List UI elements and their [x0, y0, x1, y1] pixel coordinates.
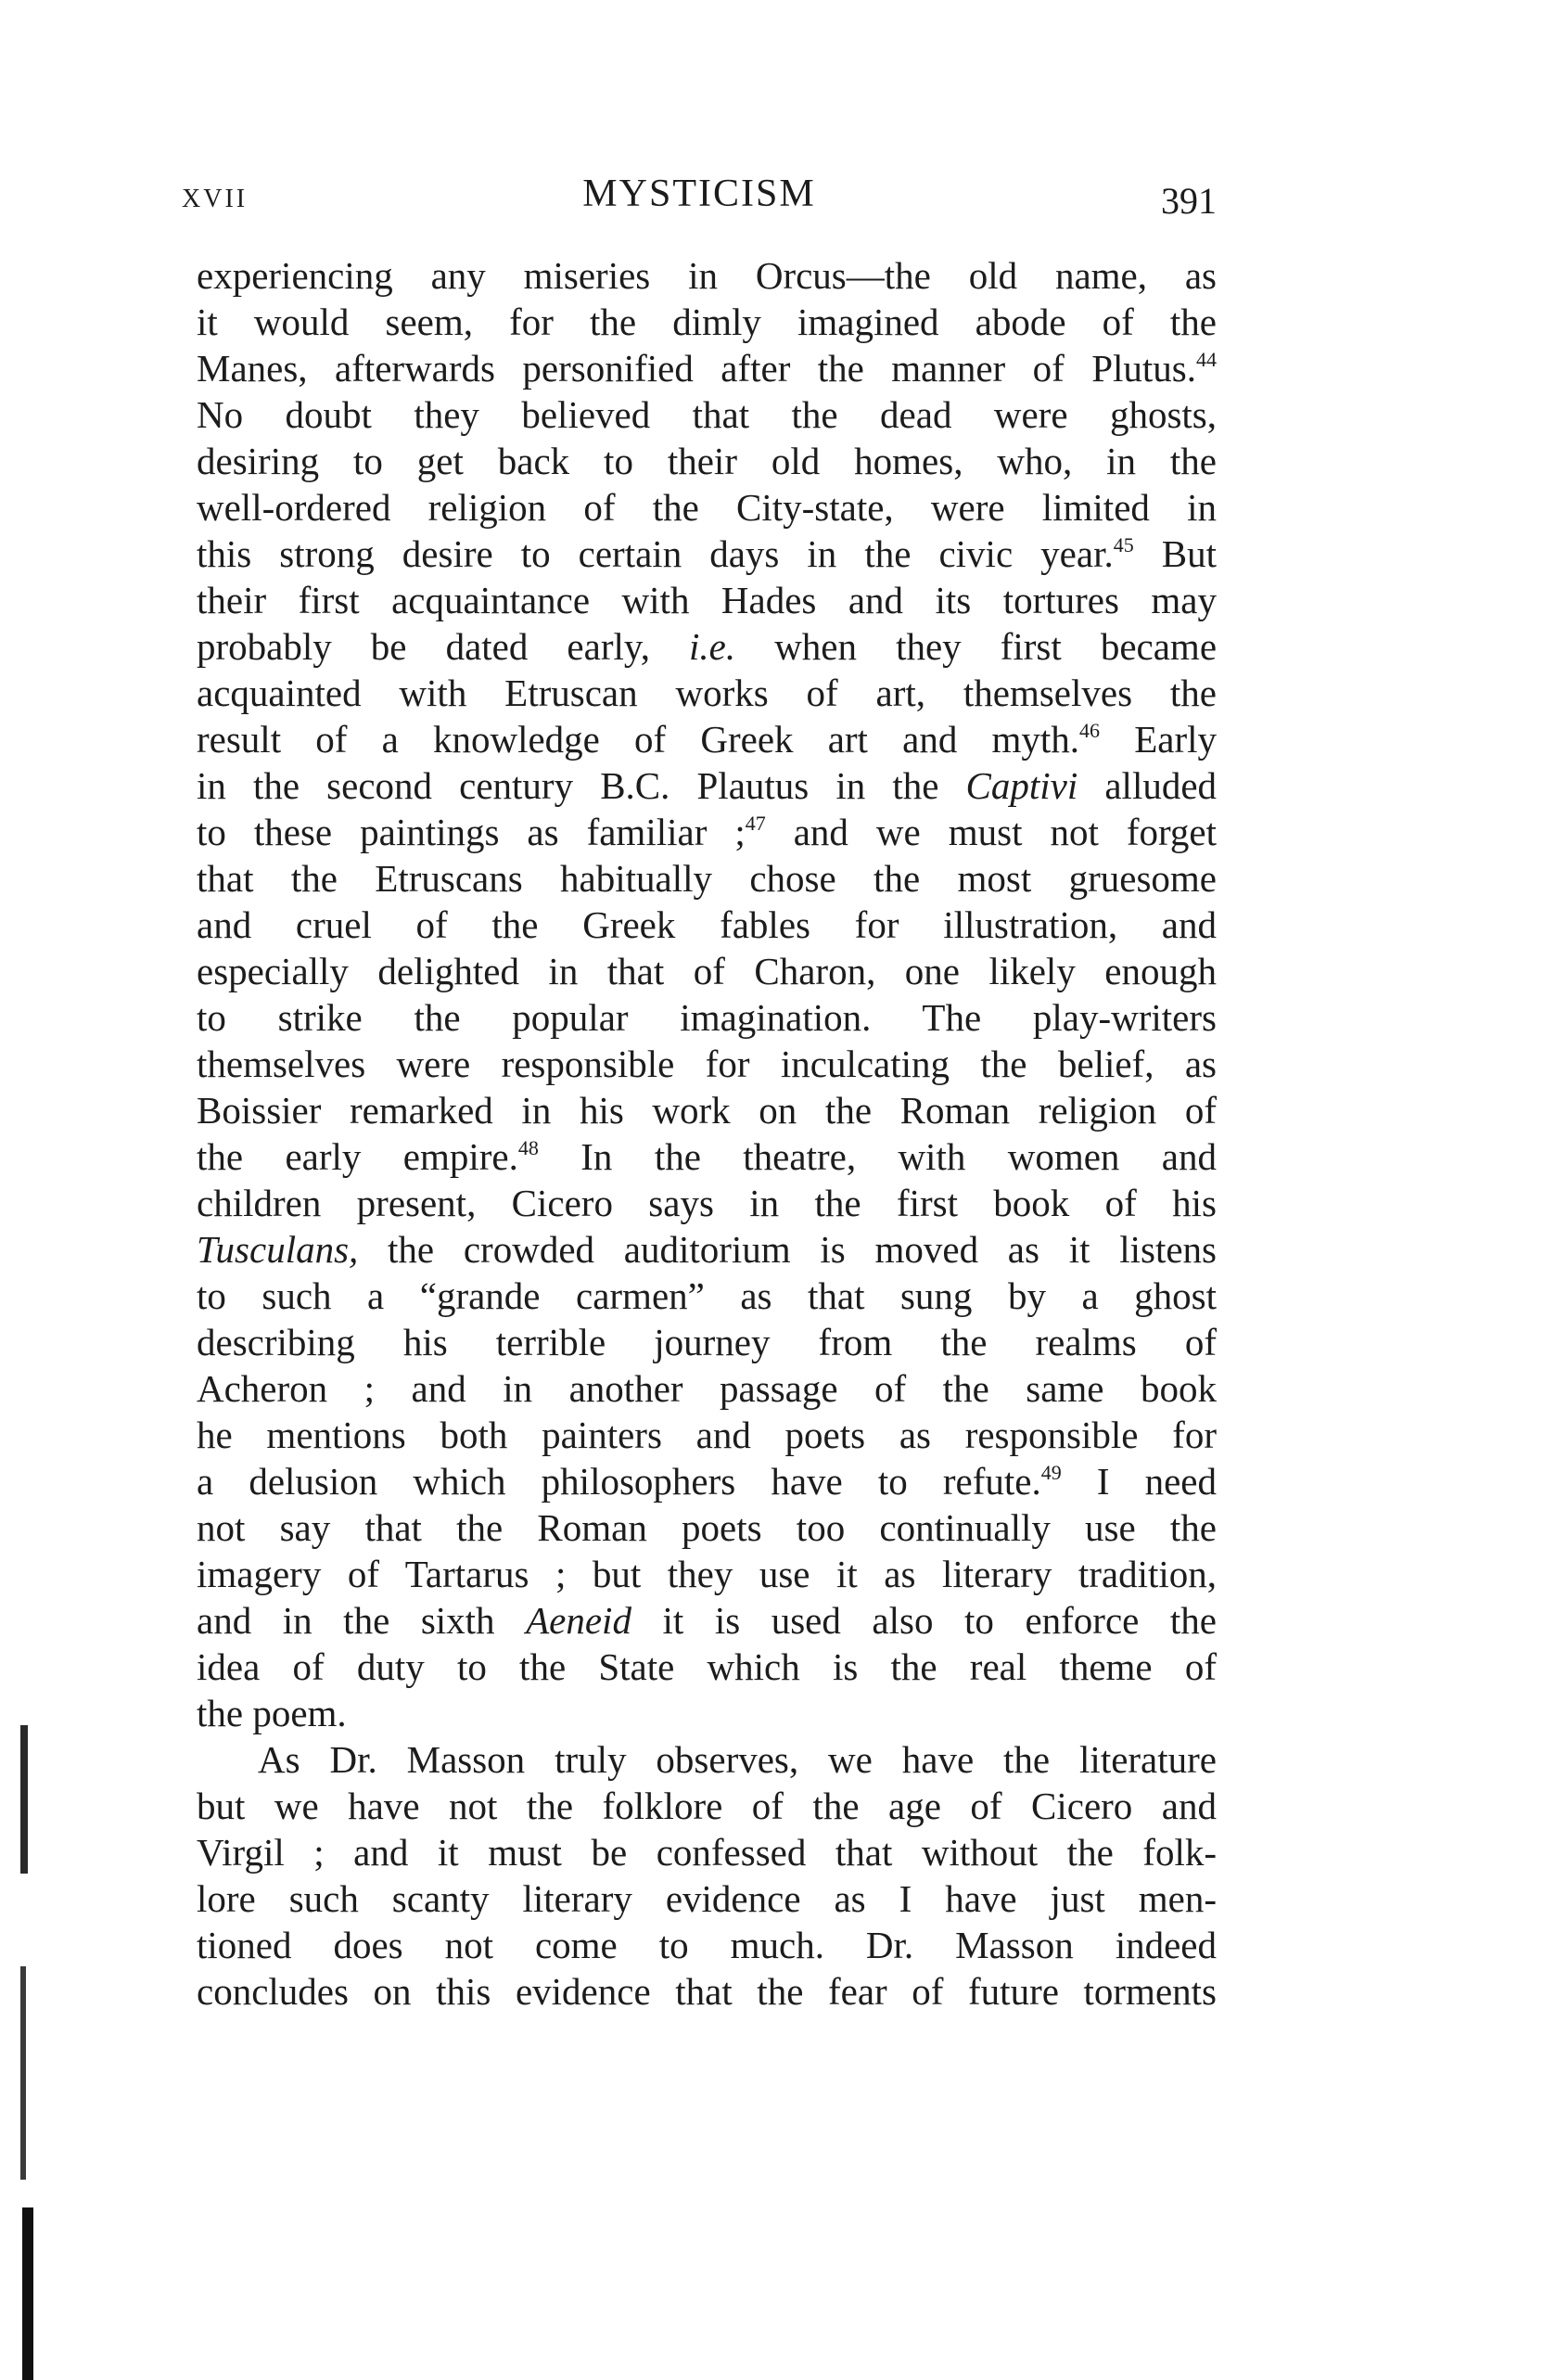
footnote-ref-48: 48	[517, 1136, 539, 1159]
text-line: and cruel of the Greek fables for illustration, and	[197, 903, 1217, 946]
text-line: No doubt they believed that the dead were ghosts,	[197, 393, 1217, 436]
text-line: concludes on this evidence that the fear of future torments	[197, 1970, 1217, 2013]
running-header	[182, 172, 1217, 227]
text-line: especially delighted in that of Charon, one likely enough	[197, 950, 1217, 992]
text-line: experiencing any miseries in Orcus—the old name, as	[197, 254, 1217, 297]
text-line: Tusculans, the crowded auditorium is moved as it listens	[197, 1228, 1217, 1271]
text-line: Virgil ; and it must be confessed that without the folk-	[197, 1831, 1217, 1874]
footnote-ref-44: 44	[1196, 348, 1217, 371]
footnote-ref-46: 46	[1079, 719, 1101, 742]
text-line: well-ordered religion of the City-state, were limited in	[197, 486, 1217, 529]
text-line: idea of duty to the State which is the real theme of	[197, 1645, 1217, 1688]
footnote-ref-47: 47	[745, 812, 766, 835]
text-line: their first acquaintance with Hades and its tortures may	[197, 579, 1217, 621]
text-line: describing his terrible journey from the realms of	[197, 1321, 1217, 1363]
chapter-number: XVII	[182, 185, 249, 213]
text-line: to strike the popular imagination. The play-writers	[197, 996, 1217, 1039]
text-line: he mentions both painters and poets as responsible for	[197, 1414, 1217, 1456]
text-line: not say that the Roman poets too continually use the	[197, 1506, 1217, 1549]
text-line: but we have not the folklore of the age of Cicero and	[197, 1785, 1217, 1827]
binding-mark	[22, 2207, 33, 2380]
text-line: the early empire.$^{48}$ In the theatre, with women and	[197, 1135, 1218, 1178]
text-line: to such a “grande carmen” as that sung by a ghost	[197, 1274, 1217, 1317]
text-line: imagery of Tartarus ; but they use it as literary tradition,	[197, 1553, 1217, 1595]
text-line: Manes, afterwards personified after the manner of Plutus.$^{44}$	[197, 347, 1217, 390]
text-line: Acheron ; and in another passage of the same book	[197, 1367, 1217, 1410]
text-line: and in the sixth Aeneid it is used also to enforce the	[197, 1599, 1217, 1642]
text-line: themselves were responsible for inculcating the belief, as	[197, 1043, 1217, 1085]
text-line: result of a knowledge of Greek art and myth.$^{46}$ Early	[197, 718, 1218, 761]
text-line: the poem.	[197, 1692, 347, 1734]
text-line: it would seem, for the dimly imagined abode of the	[197, 301, 1217, 343]
paragraph-2	[197, 1736, 1217, 2015]
text-line: to these paintings as familiar ;$^{47}$ and we must not forget	[197, 811, 1217, 853]
text-line: probably be dated early, i.e. when they first became	[197, 625, 1218, 668]
binding-mark	[20, 1725, 28, 1874]
binding-shadow	[0, 1725, 46, 2380]
footnote-ref-49: 49	[1040, 1461, 1062, 1484]
text-line: a delusion which philosophers have to refute.$^{49}$ I need	[197, 1460, 1217, 1503]
running-title: MYSTICISM	[582, 173, 816, 215]
text-line: desiring to get back to their old homes, who, in the	[197, 440, 1217, 482]
text-line: this strong desire to certain days in the civic year.$^{45}$ But	[197, 532, 1218, 575]
body-text	[197, 252, 1217, 2015]
text-line: children present, Cicero says in the first book of his	[197, 1182, 1217, 1224]
text-line: Boissier remarked in his work on the Roman religion of	[197, 1089, 1217, 1132]
binding-mark	[20, 1966, 26, 2180]
text-line: acquainted with Etruscan works of art, themselves the	[197, 672, 1217, 714]
paragraph-1	[197, 252, 1217, 1736]
text-line: in the second century B.C. Plautus in the Captivi alluded	[197, 764, 1218, 807]
page-number: 391	[1161, 180, 1217, 222]
text-line: tioned does not come to much. Dr. Masson indeed	[197, 1924, 1217, 1966]
text-line: As Dr. Masson truly observes, we have the literature	[258, 1738, 1217, 1781]
footnote-ref-45: 45	[1113, 533, 1134, 557]
text-line: lore such scanty literary evidence as I have just men-	[197, 1877, 1217, 1920]
text-line: that the Etruscans habitually chose the most gruesome	[197, 857, 1217, 900]
